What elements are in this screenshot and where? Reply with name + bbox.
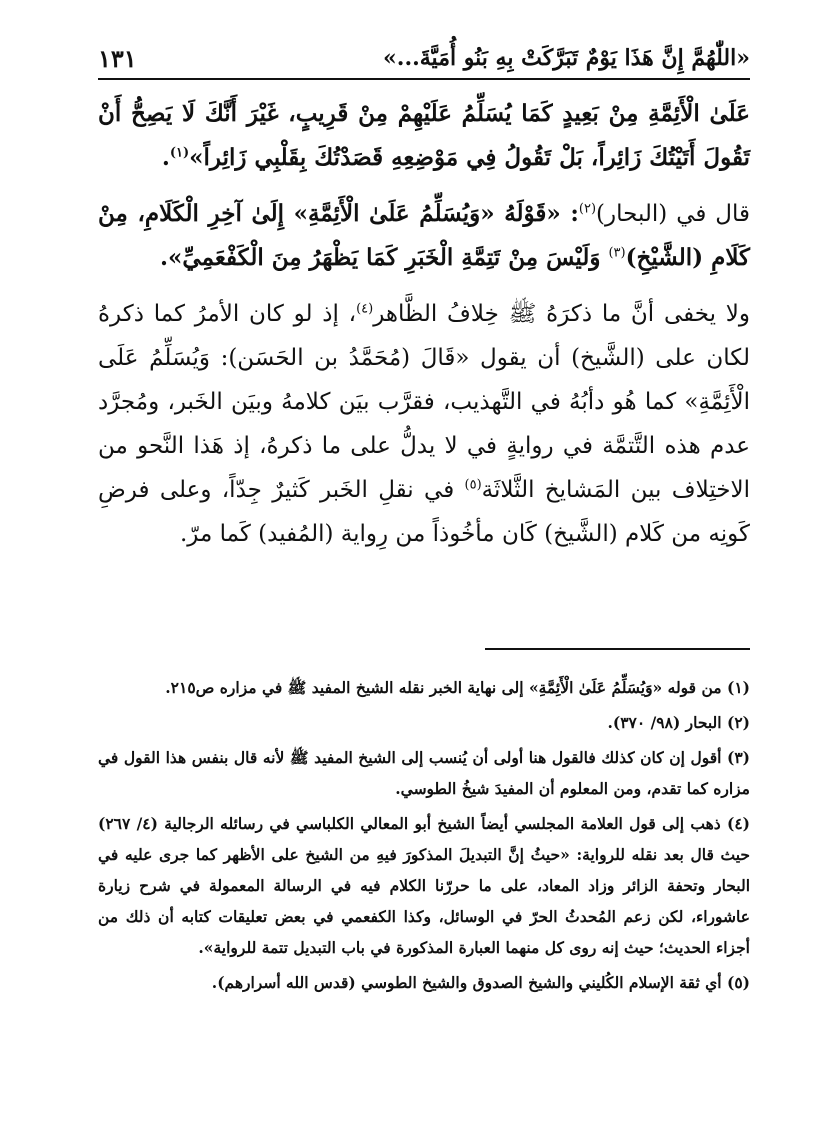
footnote-marker: (٤) [356,301,374,317]
footnote-marker: (٣) [608,245,626,261]
footnote-divider [485,648,750,650]
paragraph-lead: قال في (البحار) [596,201,750,227]
quoted-text: : «قَوْلَهُ «وَيُسَلِّمُ عَلَىٰ الْأَئِمَّةِ» إِلَىٰ آخِرِ الْكَلَامِ، مِنْ كَلَامِ (الشَّيْخِ) [98,200,750,271]
paragraph-1 [98,92,750,180]
footnote-marker: (١) [169,145,190,161]
quoted-text-tail: وَلَيْسَ مِنْ تَتِمَّةِ الْخَبَرِ كَمَا يَظْهَرُ مِنَ الْكَفْعَمِيِّ». [160,244,609,271]
paragraph-tail: في نقلِ الخَبر كَثيرٌ جِدّاً، وعلى فرضِ كَونِه من كَلام (الشَّيخ) كَان مأخُوذاً من رِواية (المُفيد) كَما مرّ. [98,477,750,547]
footnotes [98,672,750,1002]
paragraph-2 [98,192,750,280]
paragraph-text: عَلَىٰ الْأَئِمَّةِ مِنْ بَعِيدٍ كَمَا يُسَلِّمُ عَلَيْهِمْ مِنْ قَرِيبٍ، غَيْرَ أَنَّكَ لَا يَصِحُّ أَنْ تَقُولَ أَتَيْتُكَ زَائِراً، بَلْ تَقُولُ فِي مَوْضِعِهِ قَصَدْتُكَ بِقَلْبِي زَائِراً» [98,100,750,171]
paragraph-lead: ولا يخفى أنَّ ما ذكرَهُ ﷺ خِلافُ الظَّاهر [373,301,750,327]
footnote-2: (٢) البحار (٩٨/ ٣٧٠). [607,713,750,732]
footnote-1: (١) من قوله «وَيُسَلِّمُ عَلَىٰ الْأَئِمَّةِ» إلى نهاية الخبر نقله الشيخ المفيد ﷺ في مزاره ص٢١٥. [165,678,750,697]
footnote-4: (٤) ذهب إلى قول العلامة المجلسي أيضاً الشيخ أبو المعالي الكلباسي في رسائله الرجالية (٤/ ٢٦٧) حيث قال بعد نقله للرواية: «حيثُ إنَّ التبديلَ المذكورَ فيهِ من الشيخ على الأظهر كما جرى عليه في البحار وتحفة الزائر وزاد المعاد، على ما حررّنا الكلام فيه في الرسالة المعمولة في شرح زيارة عاشوراء، لكن زعم المُحدثُ الحرّ في الوسائل، وكذا الكفعمي في بعض تعليقات كتابه أن ذلك من أجزاء الحديث؛ حيث إنه روى كل منهما العبارة المذكورة في باب التبديل تتمة للرواية». [98,814,750,957]
footnote-marker: (٢) [578,201,597,217]
page-number: ١٣١ [98,43,137,73]
running-title: «اللّٰهُمَّ إِنَّ هَذَا يَوْمٌ تَبَرَّكَتْ بِهِ بَنُو أُمَيَّةَ...» [383,45,750,71]
footnote-5: (٥) أي ثقة الإسلام الكُليني والشيخ الصدوق والشيخ الطوسي (قدس الله أسرارهم). [211,973,750,992]
paragraph-end: . [161,144,170,171]
footnote-marker: (٥) [464,477,482,493]
footnote-3: (٣) أقول إن كان كذلك فالقول هنا أولى أن يُنسب إلى الشيخ المفيد ﷺ لأنه قال بنفس هذا القول في مزاره كما تقدم، ومن المعلوم أن المفيدَ شيخُ الطوسي. [98,748,750,798]
page-header [98,38,750,80]
paragraph-3 [98,292,750,556]
main-text [98,92,750,568]
paragraph-middle: ، إذ لو كان الأمرُ كما ذكرهُ لكان على (الشَّيخ) أن يقول «قَالَ (مُحَمَّدُ بن الحَسَن): وَيُسَلِّمُ عَلَى الْأَئِمَّةِ» كما هُو دأبُهُ في التَّهذيب، فقرَّب بيَن كلامهُ وبيَن الخَبر، ومُجرَّد عدم هذه التَّتمَّة في روايةٍ في لا يدلُّ على ما ذكرهُ، إذ هَذا النَّحو من الاختِلاف بين المَشايخ الثَّلاثَة [98,301,751,503]
